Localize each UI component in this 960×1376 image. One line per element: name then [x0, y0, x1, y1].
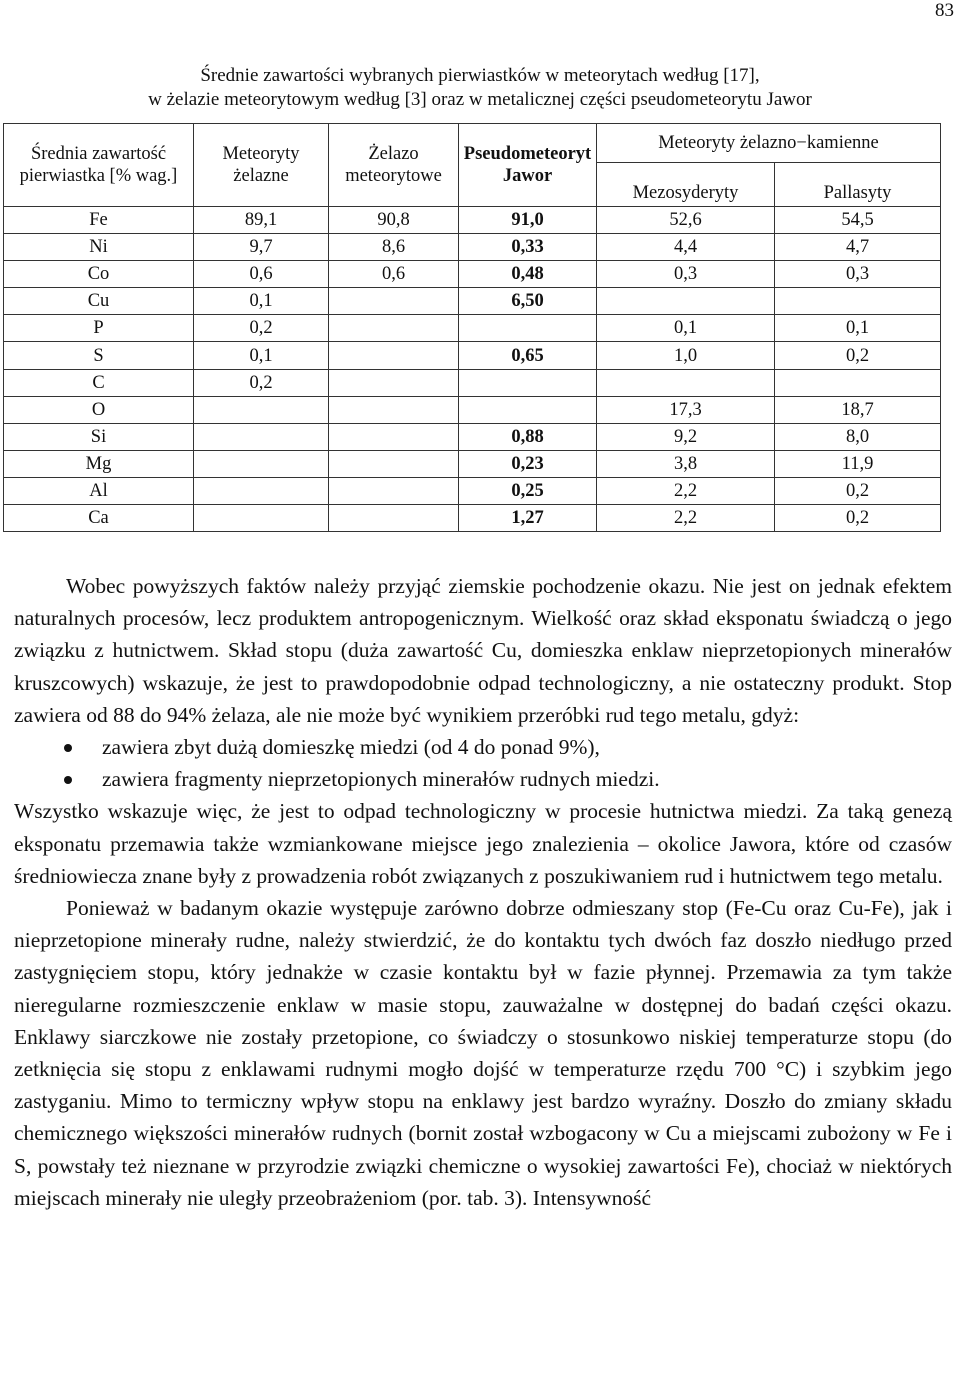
table-cell: 89,1 — [194, 207, 329, 234]
element-symbol-cell: Al — [4, 477, 194, 504]
element-symbol-cell: Ni — [4, 234, 194, 261]
table-row — [4, 207, 941, 234]
table-cell — [329, 315, 459, 342]
table-cell: 0,3 — [775, 261, 941, 288]
table-cell — [329, 288, 459, 315]
header-element: Średnia zawartość pierwiastka [% wag.] — [4, 124, 194, 207]
table-row — [4, 234, 941, 261]
header-stony-iron: Meteoryty żelazno−kamienne — [597, 124, 941, 163]
element-symbol-cell: Mg — [4, 450, 194, 477]
list-item — [14, 731, 952, 763]
paragraph-3: Ponieważ w badanym okazie występuje zarówno dobrze odmieszany stop (Fe-Cu oraz Cu-Fe), jak i nieprzetopione minerały rudne, należy stwierdzić, że do kontaktu tych dwóch faz doszło niedługo przed zastygnięciem stopu, który jednakże w czasie kontaktu był w fazie płynnej. Przemawia za tym także nieregularne rozmieszczenie enklaw w masie stopu, zauważalne w dostępnej do badań części okazu. Enklawy siarczkowe nie zostały przetopione, co świadczy o stosunkowo niskiej temperaturze stopu (do zetknięcia się stopu z enklawami rudnymi mogło dojść w temperaturze rzędu 700 °C) i szybkim jego zastyganiu. Mimo to termiczny wpływ stopu na enklawy jest bardzo wyraźny. Doszło do zmiany składu chemicznego większości minerałów rudnych (bornit został wzbogacony w Cu a miejscami zubożony w Fe i S, powstały też nieznane w przyrodzie związki chemiczne o wysokiej zawartości Fe), chociaż w niektórych miejscach minerały nie uległy przeobrażeniom (por. tab. 3). Intensywność — [14, 896, 952, 1210]
table-cell: 0,1 — [194, 342, 329, 369]
header-meteoritic-iron: Żelazo meteorytowe — [329, 124, 459, 207]
table-cell — [194, 396, 329, 423]
element-symbol-cell: Cu — [4, 288, 194, 315]
table-cell — [194, 505, 329, 532]
table-cell: 91,0 — [459, 207, 597, 234]
table-cell — [459, 369, 597, 396]
header-mesosiderites: Mezosyderyty — [597, 163, 775, 207]
element-symbol-cell: Ca — [4, 505, 194, 532]
table-cell: 0,25 — [459, 477, 597, 504]
table-row — [4, 423, 941, 450]
table-cell: 0,23 — [459, 450, 597, 477]
table-cell: 0,6 — [194, 261, 329, 288]
table-cell: 0,1 — [597, 315, 775, 342]
table-cell: 52,6 — [597, 207, 775, 234]
table-cell: 0,2 — [775, 342, 941, 369]
table-row — [4, 505, 941, 532]
table-cell: 0,2 — [775, 477, 941, 504]
table-cell: 0,48 — [459, 261, 597, 288]
table-cell: 8,0 — [775, 423, 941, 450]
table-cell — [459, 396, 597, 423]
table-cell: 8,6 — [329, 234, 459, 261]
table-cell — [329, 450, 459, 477]
paragraph-1: Wobec powyższych faktów należy przyjąć ziemskie pochodzenie okazu. Nie jest on jednak efektem naturalnych procesów, lecz produktem antropogenicznym. Wielkość oraz skład eksponatu świadczą o jego związku z hutnictwem. Skład stopu (duża zawartość Cu, domieszka enklaw nieprzetopionych minerałów kruszcowych) wskazuje, że jest to prawdopodobnie odpad technologiczny, a nie ostateczny produkt. Stop zawiera od 88 do 94% żelaza, ale nie może być wynikiem przeróbki rud tego metalu, gdyż: — [14, 574, 952, 727]
table-cell: 0,65 — [459, 342, 597, 369]
table-body — [4, 207, 941, 532]
table-cell — [329, 342, 459, 369]
table-row — [4, 315, 941, 342]
table-row — [4, 261, 941, 288]
header-iron-meteorites: Meteoryty żelazne — [194, 124, 329, 207]
element-symbol-cell: Si — [4, 423, 194, 450]
composition-table — [3, 123, 941, 532]
table-cell — [597, 369, 775, 396]
table-cell: 9,2 — [597, 423, 775, 450]
element-symbol-cell: S — [4, 342, 194, 369]
element-symbol-cell: Fe — [4, 207, 194, 234]
table-caption — [0, 64, 960, 112]
table-cell: 0,33 — [459, 234, 597, 261]
table-cell — [775, 288, 941, 315]
table-cell — [597, 288, 775, 315]
table-cell: 0,6 — [329, 261, 459, 288]
table-cell: 2,2 — [597, 505, 775, 532]
table-cell: 0,2 — [194, 369, 329, 396]
table-cell: 0,2 — [194, 315, 329, 342]
table-cell: 54,5 — [775, 207, 941, 234]
table-cell — [194, 423, 329, 450]
table-cell: 0,88 — [459, 423, 597, 450]
table-cell: 18,7 — [775, 396, 941, 423]
header-pseudometeorite: Pseudometeoryt Jawor — [459, 124, 597, 207]
element-symbol-cell: P — [4, 315, 194, 342]
table-cell: 0,1 — [194, 288, 329, 315]
caption-line-2: w żelazie meteorytowym według [3] oraz w metalicznej części pseudometeorytu Jawor — [148, 89, 812, 110]
header-pallasites: Pallasyty — [775, 163, 941, 207]
table-cell — [329, 396, 459, 423]
table-row — [4, 396, 941, 423]
list-item-text: zawiera zbyt dużą domieszkę miedzi (od 4 do ponad 9%), — [102, 735, 600, 760]
list-item — [14, 763, 952, 795]
table-cell — [329, 505, 459, 532]
element-symbol-cell: C — [4, 369, 194, 396]
table-cell — [329, 477, 459, 504]
list-item-text: zawiera fragmenty nieprzetopionych minerałów rudnych miedzi. — [102, 767, 660, 792]
bullet-icon — [64, 776, 72, 784]
table-cell: 0,2 — [775, 505, 941, 532]
table-row — [4, 342, 941, 369]
paragraph-2: Wszystko wskazuje więc, że jest to odpad technologiczny w procesie hutnictwa miedzi. Za taką genezą eksponatu przemawia także wzmiankowane miejsce jego znalezienia – okolice Jawora, które od czasów średniowiecza znane były z prowadzenia robót związanych z poszukiwaniem rud i hutnictwem tego metalu. — [14, 799, 952, 888]
table-row — [4, 288, 941, 315]
bullet-list — [14, 731, 952, 795]
table-cell: 2,2 — [597, 477, 775, 504]
table-cell — [329, 369, 459, 396]
table-cell: 4,4 — [597, 234, 775, 261]
table-cell: 1,0 — [597, 342, 775, 369]
element-symbol-cell: Co — [4, 261, 194, 288]
caption-line-1: Średnie zawartości wybranych pierwiastków w meteorytach według [17], — [200, 65, 760, 86]
table-cell: 4,7 — [775, 234, 941, 261]
table-cell: 17,3 — [597, 396, 775, 423]
table-cell — [775, 369, 941, 396]
body-text — [14, 570, 952, 1214]
table-row — [4, 369, 941, 396]
table-cell: 0,1 — [775, 315, 941, 342]
table-cell: 6,50 — [459, 288, 597, 315]
element-symbol-cell: O — [4, 396, 194, 423]
table-cell: 0,3 — [597, 261, 775, 288]
table-cell: 9,7 — [194, 234, 329, 261]
table-cell: 1,27 — [459, 505, 597, 532]
table-cell — [194, 450, 329, 477]
table-cell — [194, 477, 329, 504]
table-cell — [459, 315, 597, 342]
table-row — [4, 450, 941, 477]
table-cell: 3,8 — [597, 450, 775, 477]
bullet-icon — [64, 744, 72, 752]
table-row — [4, 477, 941, 504]
page-number: 83 — [935, 0, 954, 21]
table-cell: 11,9 — [775, 450, 941, 477]
table-cell — [329, 423, 459, 450]
table-cell: 90,8 — [329, 207, 459, 234]
